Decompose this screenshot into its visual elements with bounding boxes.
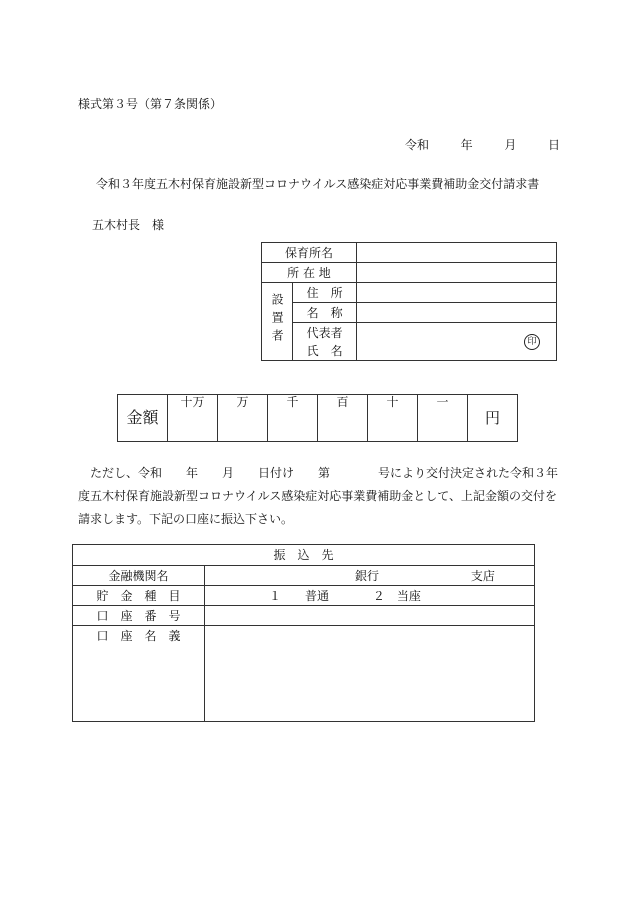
address-field[interactable] (357, 283, 557, 303)
type-ordinary-option[interactable]: １ 普通 (269, 588, 330, 603)
type-current-option[interactable]: ２ 当座 (372, 588, 421, 603)
account-type-label: 貯 金 種 目 (73, 586, 205, 606)
account-number-label: 口 座 番 号 (73, 606, 205, 626)
amount-digit-100000[interactable] (168, 395, 218, 442)
bank-table-title: 振 込 先 (73, 545, 535, 566)
representative-name-label: 氏 名 (306, 343, 343, 358)
amount-digit-10[interactable] (368, 395, 418, 442)
amount-label: 金額 (118, 395, 168, 442)
account-name-field[interactable] (205, 626, 535, 722)
amount-table (117, 394, 518, 442)
date-year: 年 (460, 138, 473, 152)
yen-unit: 円 (468, 395, 518, 442)
account-type-field[interactable] (205, 586, 535, 606)
location-field[interactable] (357, 263, 557, 283)
facility-name-field[interactable] (357, 243, 557, 263)
institution-field[interactable] (205, 566, 535, 586)
name-field[interactable] (357, 303, 557, 323)
addressee: 五木村長 様 (92, 218, 165, 232)
account-name-label: 口 座 名 義 (73, 626, 205, 722)
location-label: 所 在 地 (262, 263, 357, 283)
place-label: 千 (286, 395, 299, 409)
date-line (405, 137, 560, 153)
account-number-field[interactable] (205, 606, 535, 626)
installer-cell (262, 283, 293, 361)
date-month: 月 (504, 138, 517, 152)
facility-name-label: 保育所名 (262, 243, 357, 263)
amount-digit-100[interactable] (318, 395, 368, 442)
paragraph-line-1: ただし、令和 年 月 日付け 第 号により交付決定された令和３年 (90, 466, 559, 480)
date-era: 令和 (405, 138, 430, 152)
representative-label (293, 323, 357, 361)
bank-suffix: 銀行 (354, 568, 379, 583)
applicant-table (261, 242, 557, 361)
representative-title: 代表者 (306, 325, 343, 340)
name-label: 名 称 (293, 303, 357, 323)
page-title: 令和３年度五木村保育施設新型コロナウイルス感染症対応事業費補助金交付請求書 (96, 177, 540, 191)
bank-table (72, 544, 535, 722)
place-label: 十 (386, 395, 399, 409)
amount-digit-10000[interactable] (218, 395, 268, 442)
paragraph-line-3: 請求します。下記の口座に振込下さい。 (78, 512, 294, 526)
representative-field[interactable] (357, 323, 557, 361)
installer-label: 設置者 (270, 293, 285, 347)
place-label: 一 (436, 395, 449, 409)
request-paragraph (78, 462, 558, 531)
place-label: 万 (236, 395, 249, 409)
date-day: 日 (548, 138, 561, 152)
institution-label: 金融機関名 (73, 566, 205, 586)
amount-digit-1[interactable] (418, 395, 468, 442)
branch-suffix: 支店 (470, 568, 495, 583)
place-label: 十万 (180, 395, 205, 409)
amount-digit-1000[interactable] (268, 395, 318, 442)
paragraph-line-2: 度五木村保育施設新型コロナウイルス感染症対応事業費補助金として、上記金額の交付を (78, 489, 558, 503)
form-number: 様式第３号（第７条関係） (78, 97, 223, 111)
seal-mark: 印 (524, 334, 540, 350)
place-label: 百 (336, 395, 349, 409)
address-label: 住 所 (293, 283, 357, 303)
